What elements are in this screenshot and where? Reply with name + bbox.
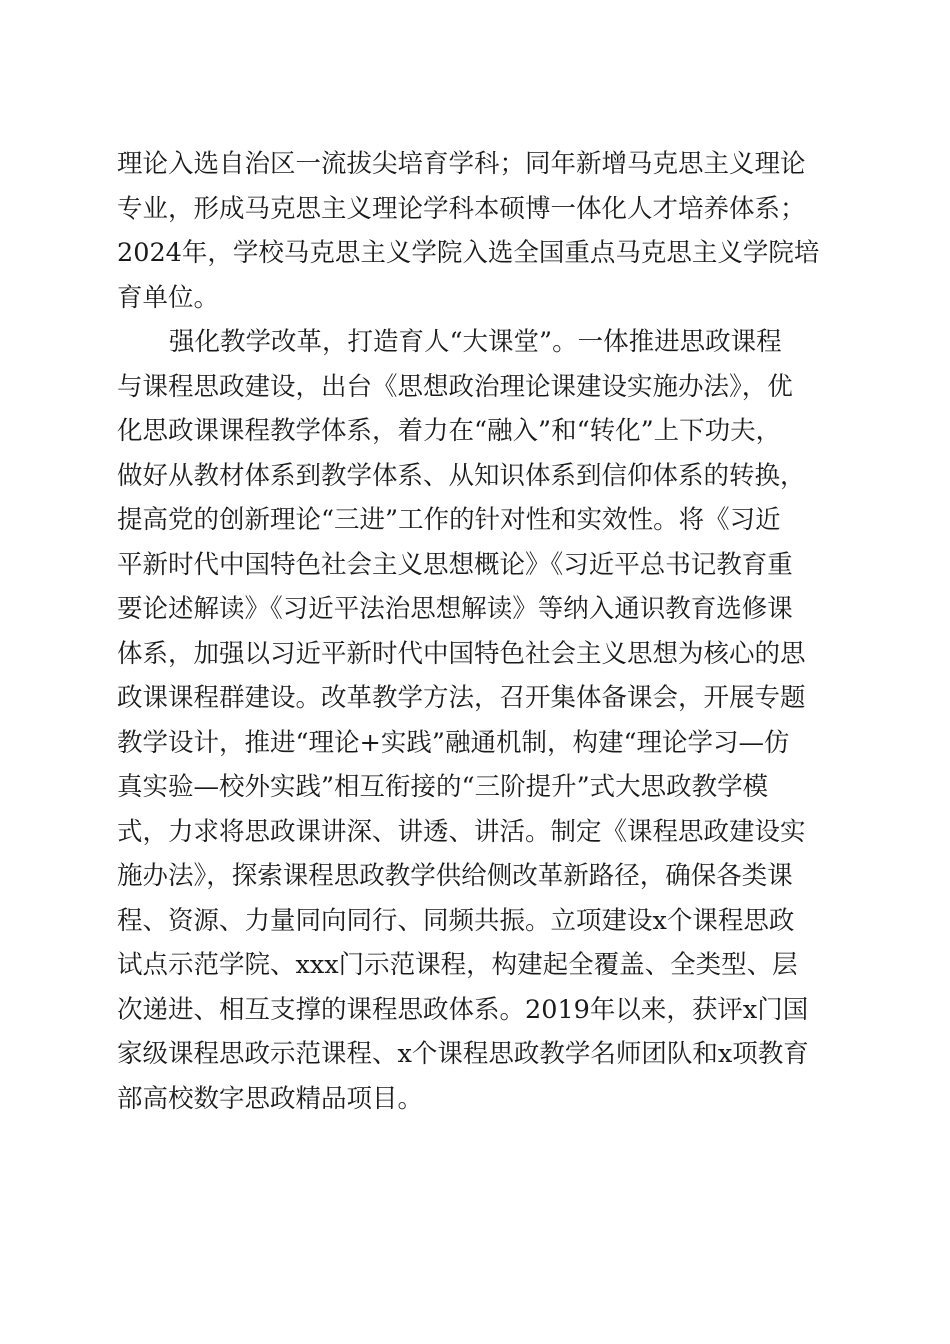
text-line: 次递进、相互支撑的课程思政体系。2019年以来，获评x门国	[117, 994, 809, 1025]
text-line: 提高党的创新理论“三进”工作的针对性和实效性。将《习近	[117, 505, 781, 535]
text-line: 专业，形成马克思主义理论学科本硕博一体化人才培养体系；	[117, 193, 806, 224]
text-line: 与课程思政建设，出台《思想政治理论课建设实施办法》，优	[117, 371, 793, 402]
text-line: 试点示范学院、xxx门示范课程，构建起全覆盖、全类型、层	[117, 950, 798, 980]
text-line: 化思政课课程教学体系，着力在“融入”和“转化”上下功夫，	[117, 416, 782, 446]
body-text	[117, 142, 833, 1121]
text-line: 做好从教材体系到教学体系、从知识体系到信仰体系的转换，	[117, 460, 806, 491]
text-line: 平新时代中国特色社会主义思想概论》《习近平总书记教育重	[117, 549, 793, 580]
text-line: 家级课程思政示范课程、x个课程思政教学名师团队和x项教育	[117, 1039, 809, 1069]
text-line: 程、资源、力量同向同行、同频共振。立项建设x个课程思政	[117, 905, 795, 936]
text-line: 要论述解读》《习近平法治思想解读》等纳入通识教育选修课	[117, 594, 793, 624]
text-line: 部高校数字思政精品项目。	[117, 1083, 424, 1114]
text-line: 2024年，学校马克思主义学院入选全国重点马克思主义学院培	[117, 238, 820, 268]
text-line: 理论入选自治区一流拔尖培育学科；同年新增马克思主义理论	[117, 149, 806, 179]
text-line: 政课课程群建设。改革教学方法，召开集体备课会，开展专题	[117, 683, 806, 713]
text-line: 体系，加强以习近平新时代中国特色社会主义思想为核心的思	[117, 638, 806, 669]
text-line: 育单位。	[117, 282, 220, 313]
paragraph-first-line: 强化教学改革，打造育人“大课堂”。一体推进思政课程	[169, 327, 782, 357]
text-line: 施办法》，探索课程思政教学供给侧改革新路径，确保各类课	[117, 861, 793, 891]
text-line: 真实验—校外实践”相互衔接的“三阶提升”式大思政教学模	[117, 772, 769, 802]
text-line: 式，力求将思政课讲深、讲透、讲活。制定《课程思政建设实	[117, 816, 806, 847]
text-line: 教学设计，推进“理论+实践”融通机制，构建“理论学习—仿	[117, 727, 790, 758]
